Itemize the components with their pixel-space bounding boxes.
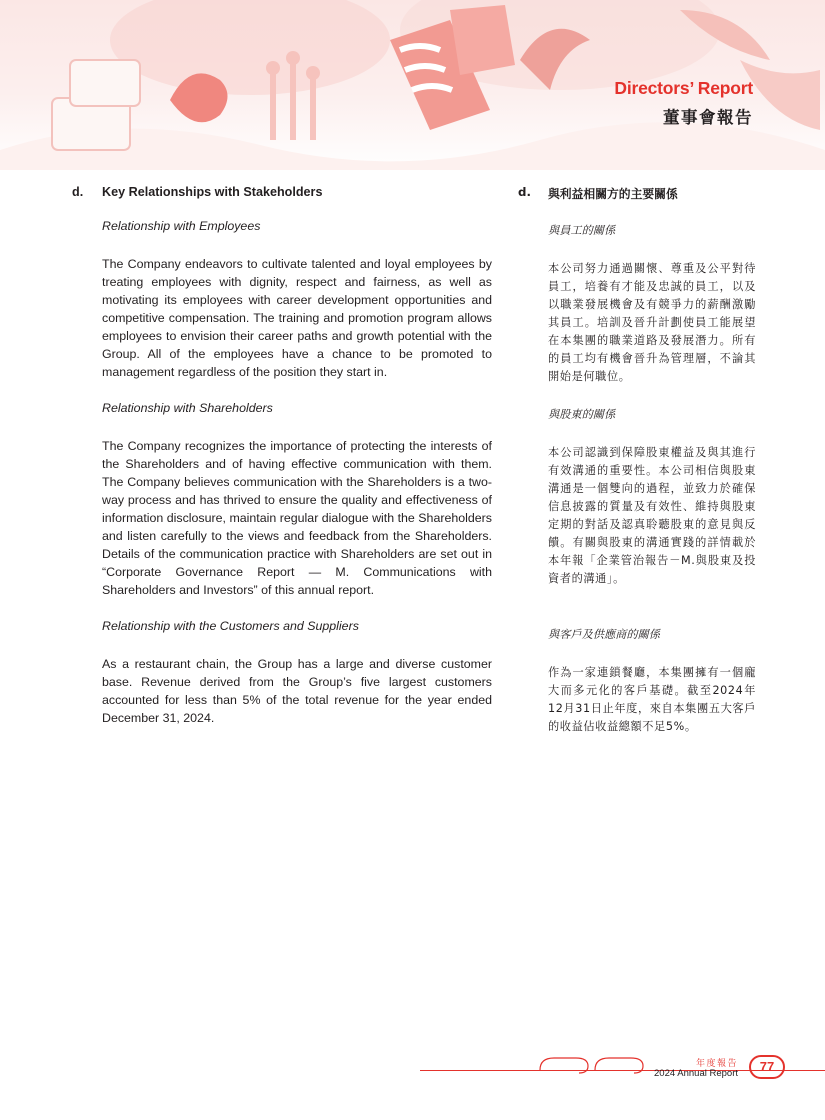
paragraph-employees: The Company endeavors to cultivate talented and loyal employees by treating employees with dignity, respect and fairness, as well as motivating its employees with career development opportunities and competitive compensation. The training and promotion program allows employees to envision their career paths and growth potential with the Group. All of the employees have a chance to be promoted to management regardless of the position they start in. xyxy=(102,257,492,379)
subtitle-employees-zh: 與員工的關係 xyxy=(548,224,616,237)
subtitle-customers: Relationship with the Customers and Suppliers xyxy=(102,619,359,633)
subtitle-employees: Relationship with Employees xyxy=(102,219,261,233)
section-label: d. xyxy=(72,185,84,199)
page-number: 77 xyxy=(749,1055,785,1079)
paragraph-shareholders: The Company recognizes the importance of protecting the interests of the Shareholders and of having effective communication with them. The Company believes communication with the Shareholders is a two-way process and has thrived to ensure the quality and effectiveness of information disclosure, maintain regular dialogue with the Shareholders and listen carefully to the views and feedback from the Shareholders. Details of the communication practice with Shareholders are set out in “Corporate Governance Report — M. Communications with Shareholders and Investors” of this annual report. xyxy=(102,439,492,597)
english-column xyxy=(72,182,492,727)
page-title-en: Directors’ Report xyxy=(614,78,753,98)
cloud-swirl-icon xyxy=(535,1045,645,1079)
paragraph-employees-zh: 本公司努力通過關懷、尊重及公平對待員工，培養有才能及忠誠的員工，以及以職業發展機會及有競爭力的薪酬激勵其員工。培訓及晉升計劃使員工能展望在本集團的職業道路及發展潛力。所有的員工均有機會晉升為管理層，不論其開始是何職位。 xyxy=(548,262,756,383)
section-heading-en xyxy=(72,185,492,199)
page-title-zh: 董事會報告 xyxy=(663,108,753,127)
subtitle-shareholders-zh: 與股東的關係 xyxy=(548,408,616,421)
section-title: Key Relationships with Stakeholders xyxy=(102,185,323,199)
section-heading-zh xyxy=(518,185,756,202)
section-title: 與利益相關方的主要關係 xyxy=(548,187,678,201)
chinese-column xyxy=(518,182,756,736)
subtitle-customers-zh: 與客戶及供應商的關係 xyxy=(548,628,660,641)
paragraph-customers-zh: 作為一家連鎖餐廳，本集團擁有一個龐大而多元化的客戶基礎。截至2024年12月31日止年度，來自本集團五大客戶的收益佔收益總額不足5%。 xyxy=(548,666,756,733)
footer-report-en: 2024 Annual Report xyxy=(654,1068,738,1079)
section-label: d. xyxy=(518,185,531,199)
footer-report-zh: 年度報告 xyxy=(695,1059,738,1069)
paragraph-shareholders-zh: 本公司認識到保障股東權益及與其進行有效溝通的重要性。本公司相信與股東溝通是一個雙向的過程，並致力於確保信息披露的質量及有效性、維持與股東定期的對話及認真聆聽股東的意見與反饋。有關與股東的溝通實踐的詳情載於本年報「企業管治報告－M.與股東及投資者的溝通」。 xyxy=(548,446,756,585)
subtitle-shareholders: Relationship with Shareholders xyxy=(102,401,273,415)
paragraph-customers: As a restaurant chain, the Group has a large and diverse customer base. Revenue derived from the Group’s five largest customers accounted for less than 5% of the total revenue for the year ended December 31, 2024. xyxy=(102,657,492,725)
